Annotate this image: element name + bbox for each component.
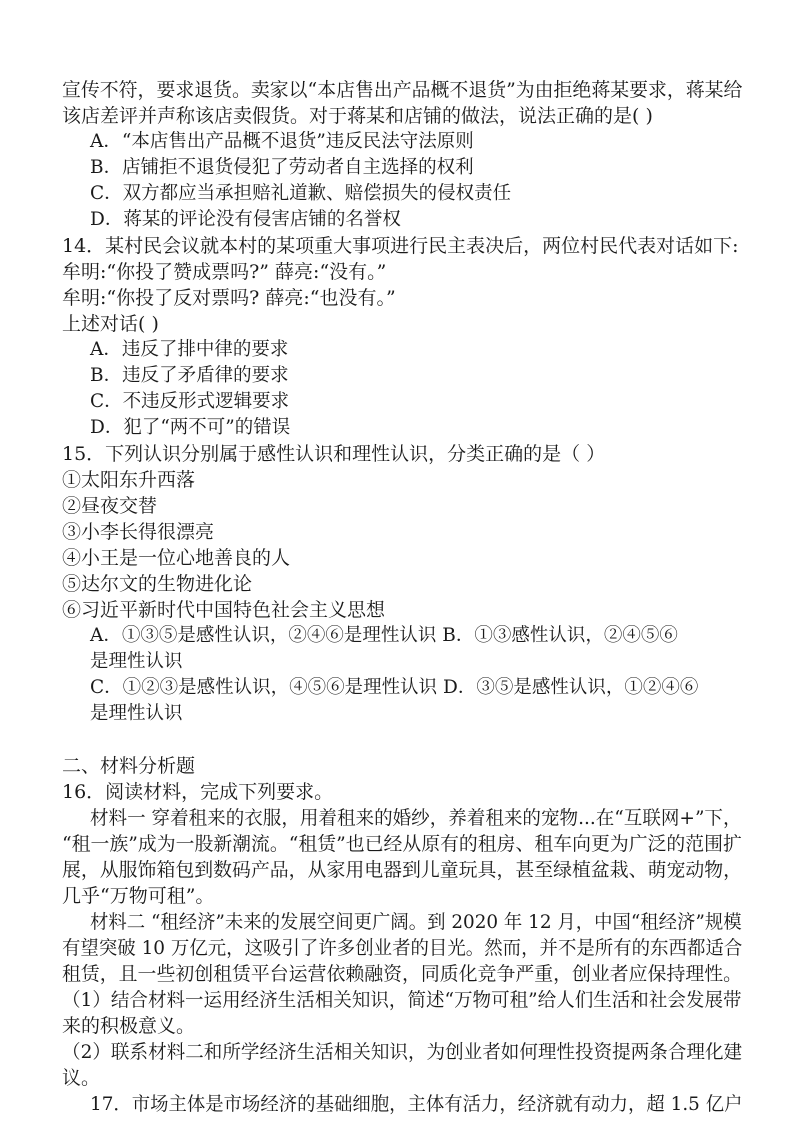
q15-stem: 15．下列认识分别属于感性认识和理性认识，分类正确的是（ ）: [62, 443, 606, 465]
q16-material-2-line-3: 租赁，且一些初创租赁平台运营依赖融资，同质化竞争严重，创业者应保持理性。: [62, 963, 743, 985]
q15-item-4: ④小王是一位心地善良的人: [62, 547, 291, 569]
q14-option-b: B．违反了矛盾律的要求: [90, 365, 289, 386]
q14-dialog-line-2: 牟明:“你投了反对票吗? 薛亮:“也没有。”: [62, 287, 396, 309]
q15-item-1: ①太阳东升西落: [62, 469, 196, 491]
q14-option-d: D．犯了“两不可”的错误: [90, 417, 291, 438]
q16-requirement-2-line-2: 议。: [62, 1067, 101, 1089]
q17-stem: 17．市场主体是市场经济的基础细胞，主体有活力，经济就有动力，超 1.5 亿户: [90, 1093, 743, 1115]
q13-option-a: A．“本店售出产品概不退货”违反民法守法原则: [90, 131, 474, 152]
q14-ask: 上述对话( ): [62, 313, 159, 335]
q14-option-a: A．违反了排中律的要求: [90, 339, 289, 360]
q14-stem: 14．某村民会议就本村的某项重大事项进行民主表决后，两位村民代表对话如下:: [62, 235, 739, 257]
q13-option-c: C．双方都应当承担赔礼道歉、赔偿损失的侵权责任: [90, 183, 512, 204]
q15-options-ab: A．①③⑤是感性认识，②④⑥是理性认识 B．①③感性认识，②④⑤⑥: [90, 625, 678, 646]
q15-item-5: ⑤达尔文的生物进化论: [62, 573, 253, 595]
q13-option-d: D．蒋某的评论没有侵害店铺的名誉权: [90, 209, 401, 230]
q16-material-1-line-4: 几乎“万物可租”。: [62, 885, 215, 907]
q16-material-1-line-3: 展，从服饰箱包到数码产品，从家用电器到儿童玩具，甚至绿植盆栽、萌宠动物，: [62, 859, 743, 881]
section-2-title: 二、材料分析题: [62, 755, 196, 777]
q16-material-2-line-2: 有望突破 10 万亿元，这吸引了许多创业者的目光。然而，并不是所有的东西都适合: [62, 937, 743, 959]
q13-stem-line-2: 该店差评并声称该店卖假货。对于蒋某和店铺的做法，说法正确的是( ): [62, 105, 653, 127]
q13-option-b: B．店铺拒不退货侵犯了劳动者自主选择的权利: [90, 157, 474, 178]
q16-material-1-line-2: “租一族”成为一股新潮流。“租赁”也已经从原有的租房、租车向更为广泛的范围扩: [62, 833, 742, 855]
q15-item-2: ②昼夜交替: [62, 495, 158, 517]
q15-options-cd-cont: 是理性认识: [90, 703, 183, 724]
q16-material-2-line-1: 材料二 “租经济”未来的发展空间更广阔。到 2020 年 12 月，中国“租经济”规模: [90, 911, 742, 933]
q15-options-cd: C．①②③是感性认识，④⑤⑥是理性认识 D．③⑤是感性认识，①②④⑥: [90, 677, 699, 698]
q15-item-3: ③小李长得很漂亮: [62, 521, 215, 543]
q16-requirement-1-line-2: 来的积极意义。: [62, 1015, 196, 1037]
q13-stem-line-1: 宣传不符，要求退货。卖家以“本店售出产品概不退货”为由拒绝蒋某要求，蒋某给: [62, 79, 743, 101]
q16-stem: 16．阅读材料，完成下列要求。: [62, 781, 334, 803]
q14-option-c: C．不违反形式逻辑要求: [90, 391, 290, 412]
q14-dialog-line-1: 牟明:“你投了赞成票吗?” 薛亮:“没有。”: [62, 261, 387, 283]
q15-item-6: ⑥习近平新时代中国特色社会主义思想: [62, 599, 386, 621]
q15-options-ab-cont: 是理性认识: [90, 651, 183, 672]
q16-requirement-2-line-1: （2）联系材料二和所学经济生活相关知识，为创业者如何理性投资提两条合理化建: [62, 1041, 743, 1063]
q16-requirement-1-line-1: （1）结合材料一运用经济生活相关知识，简述“万物可租”给人们生活和社会发展带: [62, 989, 742, 1011]
q16-material-1-line-1: 材料一 穿着租来的衣服，用着租来的婚纱，养着租来的宠物...在“互联网+”下，: [90, 807, 742, 829]
